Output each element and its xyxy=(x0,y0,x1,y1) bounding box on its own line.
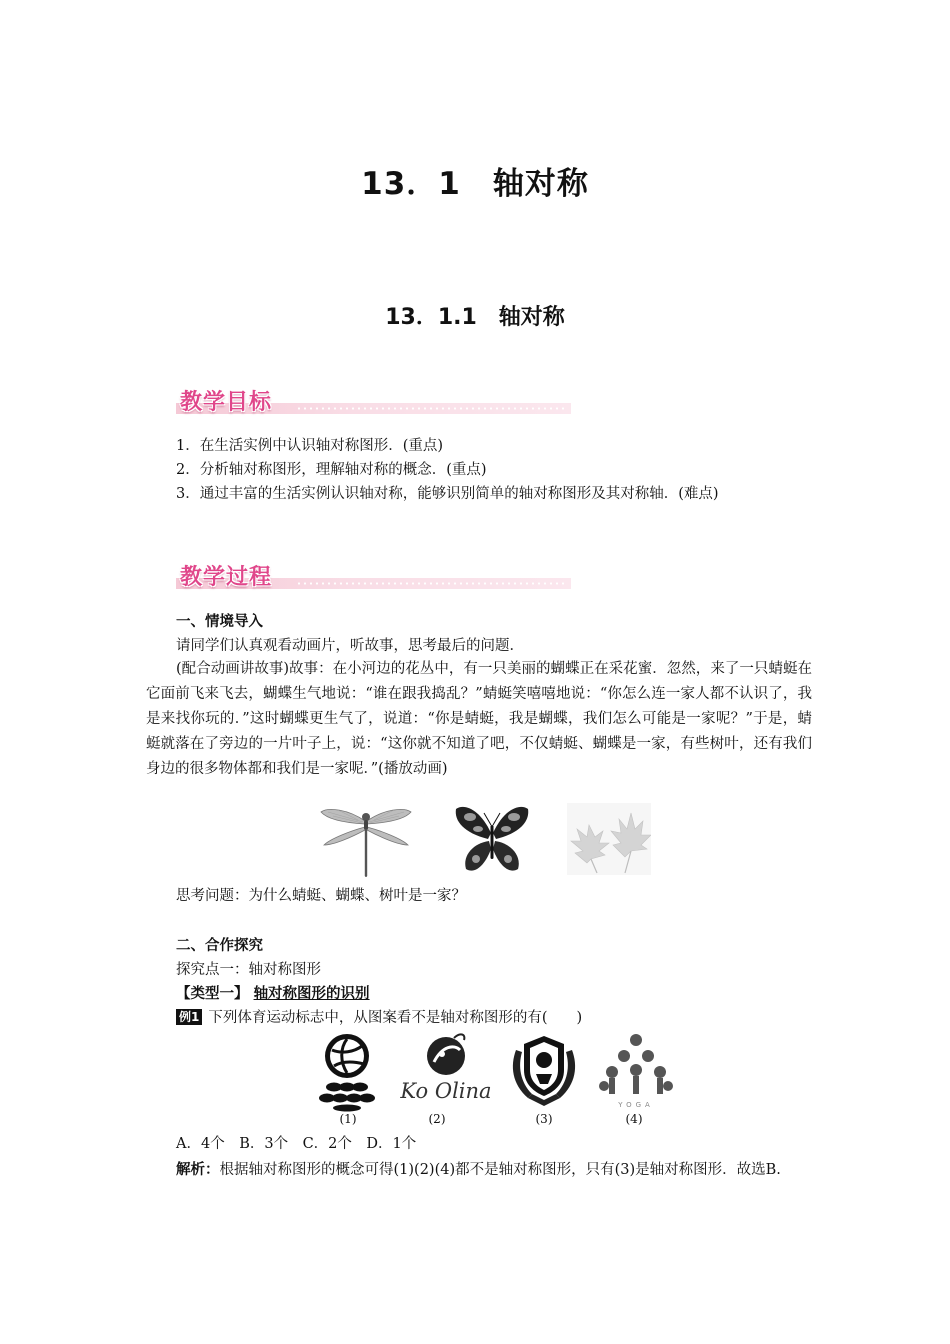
butterfly-image xyxy=(452,803,532,879)
answer-options: A．4个 B．3个 C．2个 D．1个 xyxy=(176,1136,417,1152)
yoga-text: YOGA xyxy=(618,1101,654,1109)
goal-item: 1．在生活实例中认识轴对称图形．(重点) xyxy=(176,438,444,454)
banner-label: 教学过程 xyxy=(180,565,273,590)
shield-wreath-logo xyxy=(506,1030,582,1112)
story-paragraph: (配合动画讲故事)故事：在小河边的花丛中，有一只美丽的蝴蝶正在采花蜜．忽然，来了一只蜻蜓在它面前飞来飞去，蝴蝶生气地说：“谁在跟我捣乱？”蜻蜓笑嘻嘻地说：“你怎么连一家人都不认识了，我是来找你玩的．”这时蝴蝶更生气了，说道：“你是蜻蜓，我是蝴蝶，我们怎么可能是一家呢？”于是，蜻蜓就落在了旁边的一片叶子上，说：“这你就不知道了吧，不仅蜻蜓、蝴蝶是一家，有些树叶，还有我们身边的很多物体都和我们是一家呢．”(播放动画) xyxy=(146,661,812,777)
example-text: 下列体育运动标志中，从图案看不是轴对称图形的有( ) xyxy=(208,1010,583,1026)
intro-text: 请同学们认真观看动画片，听故事，思考最后的问题． xyxy=(176,638,524,654)
yoga-logo xyxy=(598,1030,674,1112)
page-title: 13．1 轴对称 xyxy=(361,166,589,202)
type-title: 轴对称图形的识别 xyxy=(253,986,370,1002)
type-heading xyxy=(176,982,370,1006)
banner-teaching-goals xyxy=(176,383,571,417)
section-heading: 二、合作探究 xyxy=(176,938,263,954)
example-badge: 例1 xyxy=(176,1009,202,1025)
example-line xyxy=(176,1006,582,1030)
maple-leaves-image xyxy=(567,803,651,875)
question-text: 思考问题：为什么蜻蜓、蝴蝶、树叶是一家？ xyxy=(176,888,466,904)
logo-caption: (4) xyxy=(625,1112,643,1126)
analysis-label: 解析： xyxy=(176,1162,220,1178)
logo-caption: (3) xyxy=(535,1112,553,1126)
ko-olina-logo xyxy=(398,1032,494,1112)
type-label: 【类型一】 xyxy=(176,986,249,1002)
analysis-paragraph xyxy=(146,1158,812,1183)
volleyball-logo xyxy=(312,1032,382,1112)
logo-caption: (1) xyxy=(339,1112,357,1126)
goal-item: 2．分析轴对称图形，理解轴对称的概念．(重点) xyxy=(176,462,487,478)
section-subtitle: 13．1.1 轴对称 xyxy=(385,305,565,330)
analysis-text: 根据轴对称图形的概念可得(1)(2)(4)都不是轴对称图形，只有(3)是轴对称图形．故选B. xyxy=(219,1162,781,1178)
ko-olina-text: Ko Olina xyxy=(400,1079,492,1103)
logo-caption: (2) xyxy=(428,1112,446,1126)
goal-item: 3．通过丰富的生活实例认识轴对称，能够识别简单的轴对称图形及其对称轴．(难点) xyxy=(176,486,719,502)
section-heading: 一、情境导入 xyxy=(176,614,263,630)
banner-label: 教学目标 xyxy=(180,390,273,415)
banner-teaching-process xyxy=(176,558,571,592)
exploration-point: 探究点一：轴对称图形 xyxy=(176,962,321,978)
dragonfly-image xyxy=(318,803,414,879)
